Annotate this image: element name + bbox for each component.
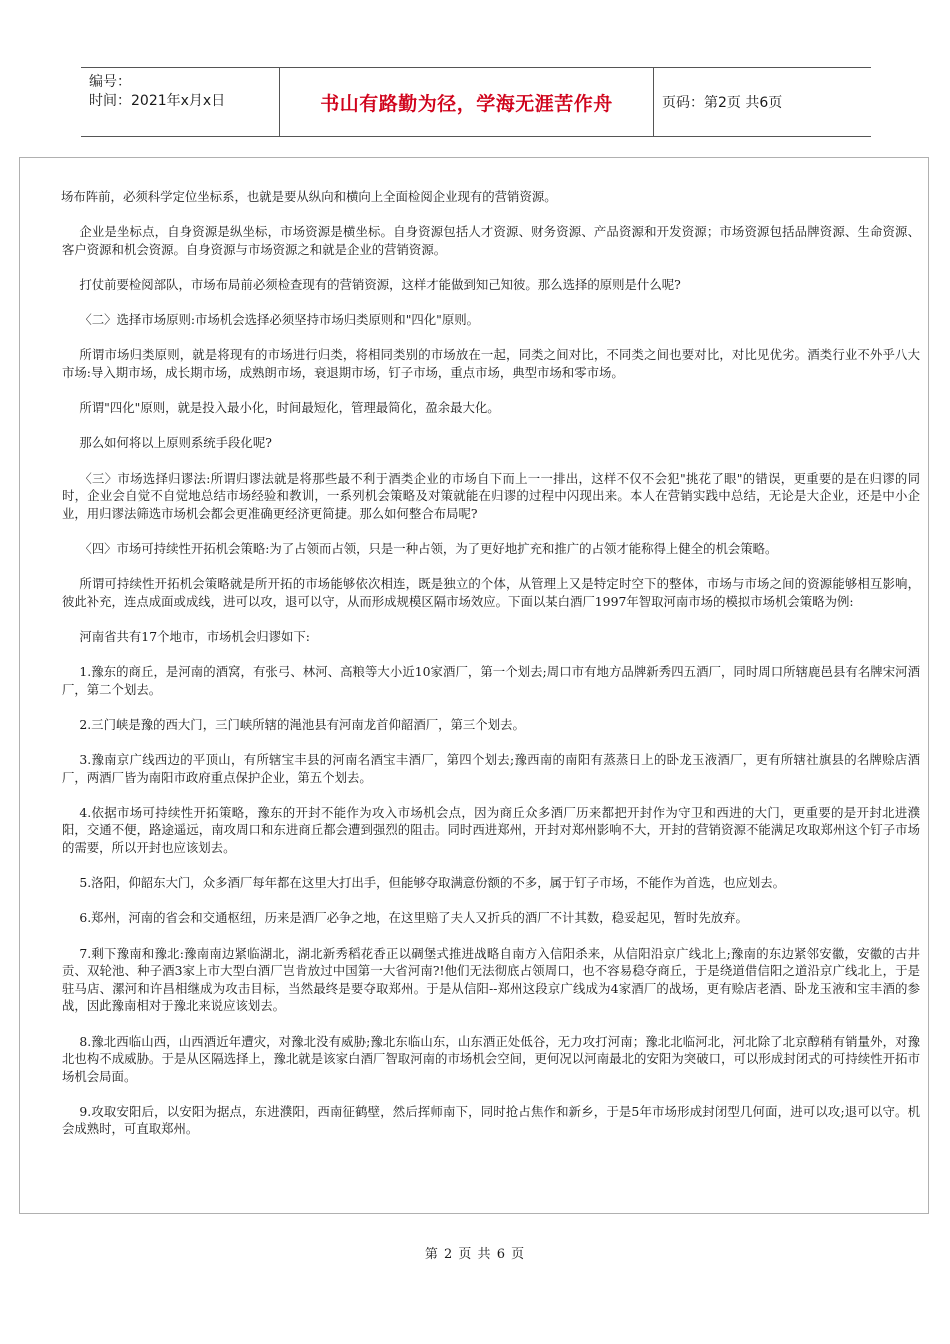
paragraph: 场布阵前，必须科学定位坐标系，也就是要从纵向和横向上全面检阅企业现有的营销资源。 (61, 189, 557, 204)
paragraph: 〈二〉选择市场原则:市场机会选择必须坚持市场归类原则和"四化"原则。 (79, 312, 480, 328)
header-page-label: 页码：第2页 共6页 (662, 95, 783, 111)
paragraph: 那么如何将以上原则系统手段化呢? (79, 435, 272, 451)
paragraph: 6.郑州，河南的省会和交通枢纽，历来是酒厂必争之地，在这里赔了夫人又折兵的酒厂不计其数，稳妥起见，暂时先放弃。 (79, 910, 748, 926)
document-header (81, 67, 871, 137)
paragraph: 打仗前要检阅部队，市场布局前必须检查现有的营销资源，这样才能做到知己知彼。那么选择的原则是什么呢? (79, 276, 681, 292)
page-footer: 第 2 页 共 6 页 (424, 1247, 526, 1262)
paragraph: 8.豫北西临山西，山西酒近年遭灾，对豫北没有威胁;豫北东临山东，山东酒正处低谷，无力攻打河南；豫北北临河北，河北除了北京醇稍有销量外，对豫北也构不成威胁。于是从区隔选择上，豫北就是该家白酒厂智取河南的市场机会空间，更何况以河南最北的安阳为突破口，可以形成封闭式的可持续性开拓市场机会局面。 (62, 1033, 920, 1084)
header-motto: 书山有路勤为径，学海无涯苦作舟 (280, 68, 654, 136)
paragraph: 所谓"四化"原则，就是投入最小化，时间最短化，管理最简化，盈余最大化。 (79, 400, 500, 416)
number-label: 编号： (89, 74, 131, 90)
paragraph: 3.豫南京广线西边的平顶山，有所辖宝丰县的河南名酒宝丰酒厂，第四个划去;豫西南的南阳有蒸蒸日上的卧龙玉液酒厂，更有所辖社旗县的名牌赊店酒厂，两酒厂皆为南阳市政府重点保护企业，第五个划去。 (62, 752, 920, 785)
paragraph: 所谓可持续性开拓机会策略就是所开拓的市场能够依次相连，既是独立的个体，从管理上又是特定时空下的整体，市场与市场之间的资源能够相互影响，彼此补充，连点成面或成线，进可以攻，退可以守，从而形成规模区隔市场效应。下面以某白酒厂1997年智取河南市场的模拟市场机会策略为例: (62, 576, 920, 609)
document-body (19, 157, 929, 1214)
paragraph: 1.豫东的商丘，是河南的酒窝，有张弓、林河、高粮等大小近10家酒厂，第一个划去;周口市有地方品牌新秀四五酒厂，同时周口所辖鹿邑县有名牌宋河酒厂，第二个划去。 (62, 664, 920, 697)
paragraph: 〈四〉市场可持续性开拓机会策略:为了占领而占领，只是一种占领，为了更好地扩充和推广的占领才能称得上健全的机会策略。 (79, 540, 778, 556)
paragraph: 〈三〉市场选择归谬法:所谓归谬法就是将那些最不利于酒类企业的市场自下而上一一排出，这样不仅不会犯"挑花了眼"的错误，更重要的是在归谬的同时，企业会自觉不自觉地总结市场经验和教训，一系列机会策略及对策就能在归谬的过程中闪现出来。本人在营销实践中总结，无论是大企业，还是中小企业，用归谬法筛选市场机会都会更准确更经济更简捷。那么如何整合布局呢? (62, 470, 920, 521)
paragraph: 4.依据市场可持续性开拓策略，豫东的开封不能作为攻入市场机会点，因为商丘众多酒厂历来都把开封作为守卫和西进的大门，更重要的是开封北进濮阳，交通不便，路途遥远，南攻周口和东进商丘都会遭到强烈的阻击。同时西进郑州，开封对郑州影响不大，开封的营销资源不能满足攻取郑州这个钉子市场的需要，所以开封也应该划去。 (62, 804, 920, 855)
paragraph: 企业是坐标点，自身资源是纵坐标，市场资源是横坐标。自身资源包括人才资源、财务资源、产品资源和开发资源；市场资源包括品牌资源、生命资源、客户资源和机会资源。自身资源与市场资源之和就是企业的营销资源。 (62, 224, 920, 257)
paragraph: 河南省共有17个地市，市场机会归谬如下: (79, 628, 310, 644)
paragraph: 所谓市场归类原则，就是将现有的市场进行归类，将相同类别的市场放在一起，同类之间对比，不同类之间也要对比，对比见优劣。酒类行业不外乎八大市场:导入期市场，成长期市场，成熟朗市场，衰退期市场，钉子市场，重点市场，典型市场和零市场。 (62, 347, 920, 380)
time-label: 时间：2021年x月x日 (89, 93, 226, 109)
paragraph: 9.攻取安阳后，以安阳为据点，东进濮阳，西南征鹤壁，然后挥师南下，同时抢占焦作和新乡，于是5年市场形成封闭型几何面，进可以攻;退可以守。机会成熟时，可直取郑州。 (62, 1103, 920, 1137)
paragraph: 2.三门峡是豫的西大门，三门峡所辖的渑池县有河南龙首仰韶酒厂，第三个划去。 (79, 716, 525, 732)
header-meta (81, 68, 280, 136)
paragraph: 7.剩下豫南和豫北:豫南南边紧临湖北，湖北新秀稻花香正以碉堡式推进战略自南方入信阳杀来，从信阳沿京广线北上;豫南的东边紧邻安徽，安徽的古井贡、双轮池、种子酒3家上市大型白酒厂岂肯放过中国第一大省河南?!他们无法彻底占领周口，也不容易稳夺商丘，于是绕道借信阳之道沿京广线北上，于是驻马店、漯河和许昌相继成为攻击目标，当然最终是要夺取郑州。于是从信阳--郑州这段京广线成为4家酒厂的战场，更有赊店老酒、卧龙玉液和宝丰酒的参战，因此豫南相对于豫北来说应该划去。 (62, 945, 920, 1014)
paragraph: 5.洛阳，仰韶东大门，众多酒厂每年都在这里大打出手，但能够夺取满意份额的不多，属于钉子市场，不能作为首选，也应划去。 (79, 875, 786, 891)
